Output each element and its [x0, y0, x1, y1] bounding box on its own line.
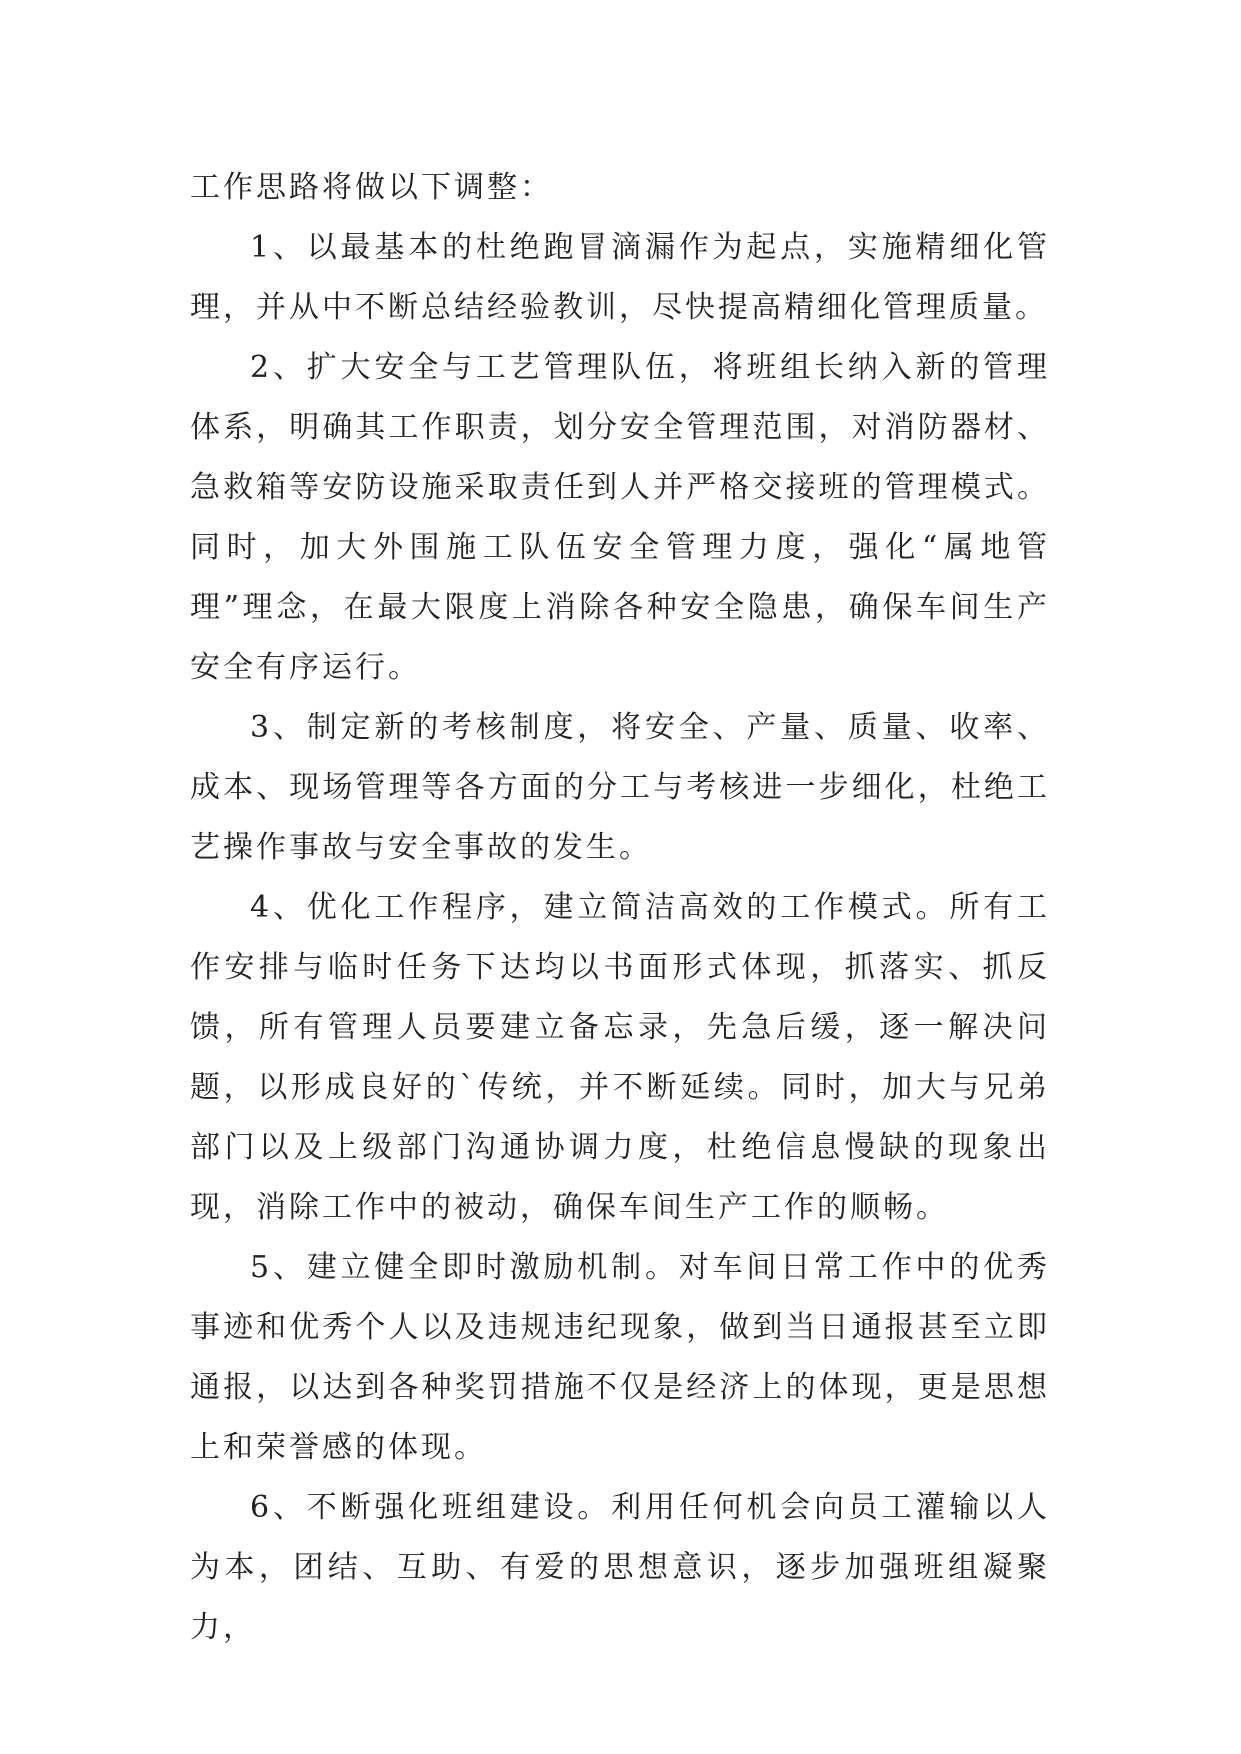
paragraph-item-5: 5、建立健全即时激励机制。对车间日常工作中的优秀事迹和优秀个人以及违规违纪现象，做到当日通报甚至立即通报，以达到各种奖罚措施不仅是经济上的体现，更是思想上和荣誉感的体现。: [190, 1250, 1050, 1465]
paragraph-item-2: 2、扩大安全与工艺管理队伍，将班组长纳入新的管理体系，明确其工作职责，划分安全管理范围，对消防器材、急救箱等安防设施采取责任到人并严格交接班的管理模式。同时，加大外围施工队伍安全管理力度，强化“属地管理”理念，在最大限度上消除各种安全隐患，确保车间生产安全有序运行。: [190, 350, 1050, 685]
paragraph-item-4: 4、优化工作程序，建立简洁高效的工作模式。所有工作安排与临时任务下达均以书面形式体现，抓落实、抓反馈，所有管理人员要建立备忘录，先急后缓，逐一解决问题，以形成良好的`传统，并不断延续。同时，加大与兄弟部门以及上级部门沟通协调力度，杜绝信息慢缺的现象出现，消除工作中的被动，确保车间生产工作的顺畅。: [190, 890, 1050, 1225]
paragraph-item-1: 1、以最基本的杜绝跑冒滴漏作为起点，实施精细化管理，并从中不断总结经验教训，尽快提高精细化管理质量。: [190, 230, 1050, 325]
paragraph-intro: 工作思路将做以下调整：: [190, 170, 553, 205]
paragraph-item-6: 6、不断强化班组建设。利用任何机会向员工灌输以人为本，团结、互助、有爱的思想意识，逐步加强班组凝聚力，: [190, 1490, 1050, 1645]
document-body: [190, 158, 1050, 1658]
paragraph-item-3: 3、制定新的考核制度，将安全、产量、质量、收率、成本、现场管理等各方面的分工与考核进一步细化，杜绝工艺操作事故与安全事故的发生。: [190, 710, 1050, 865]
